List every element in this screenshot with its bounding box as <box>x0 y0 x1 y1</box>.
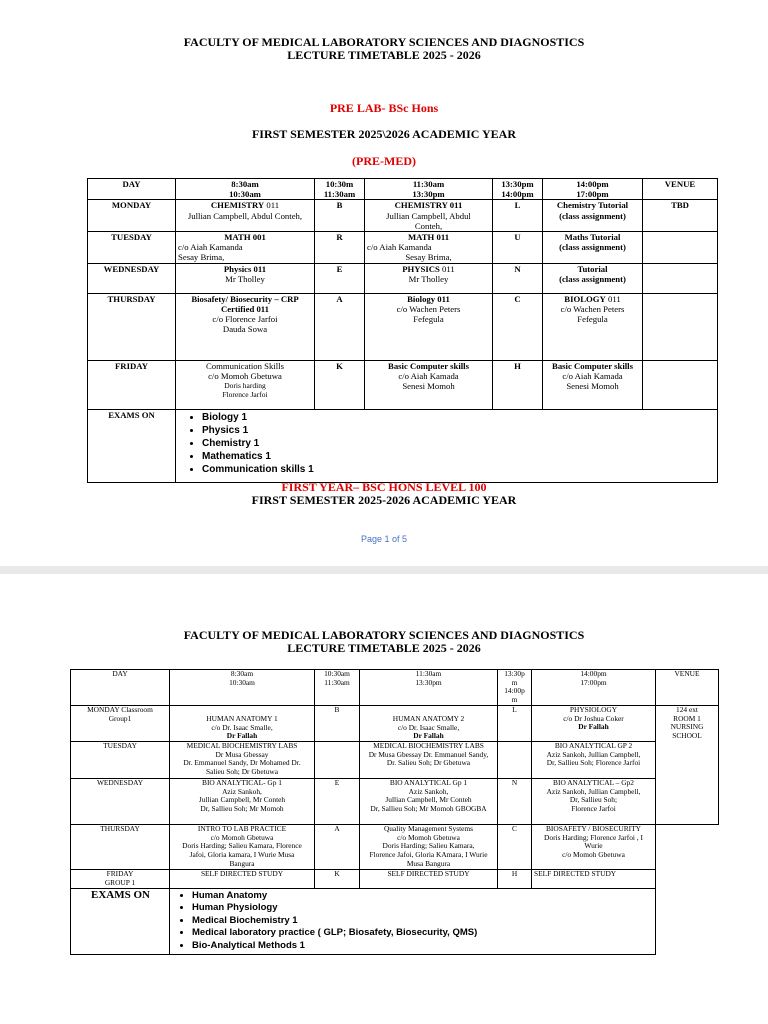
exams-list-cell <box>176 409 718 482</box>
schedule-cell: BIO ANALYTICAL GP 2 Aziz Sankoh, Jullian Campbell, Dr, Sallieu Soh; Florence Jarfoi <box>532 741 656 778</box>
schedule-cell: PHYSIOLOGY c/o Dr Joshua Coker Dr Fallah <box>532 705 656 741</box>
header-venue: VENUE <box>643 179 718 200</box>
schedule-cell: SELF DIRECTED STUDY <box>170 869 315 888</box>
schedule-cell: HUMAN ANATOMY 1 c/o Dr. Isaac Smalle, Dr Fallah <box>170 705 315 741</box>
header-row <box>71 670 719 706</box>
exams-label: EXAMS ON <box>88 409 176 482</box>
header-slot-1: 8:30am 10:30am <box>170 670 315 706</box>
list-item: • Bio-Analytical Methods 1 <box>192 940 653 953</box>
venue-cell <box>656 869 719 888</box>
schedule-cell: MEDICAL BIOCHEMISTRY LABS Dr Musa Gbessay Dr. Emmanuel Sandy, Dr Mohamed Dr. Salieu Soh; Dr Gbetuwa <box>170 741 315 778</box>
monday-row <box>71 705 719 741</box>
break-letter: B <box>315 705 360 741</box>
level-100-timetable <box>70 669 719 955</box>
page-number: Page 1 of 5 <box>360 534 408 544</box>
break-letter: L <box>498 705 532 741</box>
venue-cell <box>643 293 718 360</box>
venue-cell <box>643 263 718 293</box>
header-slot-2: 10:30m 11:30am <box>315 179 365 200</box>
wednesday-row <box>88 263 718 293</box>
semester-title: FIRST SEMESTER 2025\2026 ACADEMIC YEAR <box>251 127 517 141</box>
break-letter: N <box>498 778 532 824</box>
venue-cell <box>656 888 719 954</box>
exams-list-cell <box>170 888 656 954</box>
day-cell: WEDNESDAY <box>88 263 176 293</box>
day-cell: WEDNESDAY <box>71 778 170 824</box>
break-letter: E <box>315 263 365 293</box>
day-cell: MONDAY <box>88 200 176 232</box>
exams-list <box>172 890 653 953</box>
list-item: • Mathematics 1 <box>202 450 715 463</box>
day-cell: MONDAY Classroom Group1 <box>71 705 170 741</box>
schedule-cell: SELF DIRECTED STUDY <box>360 869 498 888</box>
first-year-title: FIRST YEAR– BSC HONS LEVEL 100 <box>281 480 487 494</box>
break-letter: C <box>498 824 532 869</box>
premed-timetable <box>87 178 718 483</box>
schedule-cell: Basic Computer skills c/o Aiah Kamada Senesi Momoh <box>543 360 643 409</box>
schedule-cell: SELF DIRECTED STUDY <box>532 869 656 888</box>
header-slot-1: 8:30am 10:30am <box>176 179 315 200</box>
schedule-cell: Communication Skills c/o Momoh Gbetuwa Doris harding Florence Jarfoi <box>176 360 315 409</box>
list-item: • Medical laboratory practice ( GLP; Biosafety, Biosecurity, QMS) <box>192 927 653 940</box>
schedule-cell: HUMAN ANATOMY 2 c/o Dr. Isaac Smalle, Dr Fallah <box>360 705 498 741</box>
list-item: • Physics 1 <box>202 424 715 437</box>
header-slot-5: 14:00pm 17:00pm <box>532 670 656 706</box>
faculty-title: FACULTY OF MEDICAL LABORATORY SCIENCES AND DIAGNOSTICS <box>183 628 585 642</box>
schedule-cell: Biosafety/ Biosecurity – CRP Certified 011 c/o Florence Jarfoi Dauda Sowa <box>176 293 315 360</box>
header-slot-4: 13:30pm 14:00pm <box>493 179 543 200</box>
prelab-title: PRE LAB- BSc Hons <box>329 101 439 115</box>
header-slot-3: 11:30am 13:30pm <box>365 179 493 200</box>
venue-cell: 124 ext ROOM 1 NURSING SCHOOL <box>656 705 719 824</box>
exams-list <box>178 411 715 476</box>
venue-cell <box>656 824 719 869</box>
break-letter: L <box>493 200 543 232</box>
page-2 <box>0 574 768 1024</box>
venue-cell: TBD <box>643 200 718 232</box>
break-letter: R <box>315 232 365 264</box>
thursday-row <box>88 293 718 360</box>
list-item: • Communication skills 1 <box>202 463 715 476</box>
schedule-cell: Basic Computer skills c/o Aiah Kamada Senesi Momoh <box>365 360 493 409</box>
day-cell: TUESDAY <box>71 741 170 778</box>
schedule-cell: BIOSAFETY / BIOSECURITY Doris Harding; Florence Jarfoi , I Wurie c/o Momoh Gbetuwa <box>532 824 656 869</box>
break-letter: N <box>493 263 543 293</box>
schedule-cell: BIO ANALYTICAL- Gp 1 Aziz Sankoh, Jullian Campbell, Mr Conteh Dr, Sallieu Soh; Mr Momoh <box>170 778 315 824</box>
header-slot-4: 13:30p m 14:00p m <box>498 670 532 706</box>
break-letter: A <box>315 293 365 360</box>
header-row <box>88 179 718 200</box>
break-letter: U <box>493 232 543 264</box>
break-letter <box>315 741 360 778</box>
day-cell: THURSDAY <box>88 293 176 360</box>
schedule-cell: BIO ANALYTICAL Gp 1 Aziz Sankoh, Jullian Campbell, Mr Conteh Dr, Sallieu Soh; Mr Momoh GBOGBA <box>360 778 498 824</box>
schedule-cell: CHEMISTRY 011 Jullian Campbell, Abdul Conteh, <box>176 200 315 232</box>
schedule-cell: Chemistry Tutorial (class assignment) <box>543 200 643 232</box>
schedule-cell: BIOLOGY 011 c/o Wachen Peters Fefegula <box>543 293 643 360</box>
break-letter: K <box>315 360 365 409</box>
first-semester-title: FIRST SEMESTER 2025-2026 ACADEMIC YEAR <box>251 493 517 507</box>
schedule-cell: Physics 011 Mr Tholley <box>176 263 315 293</box>
tuesday-row <box>88 232 718 264</box>
header-slot-2: 10:30am 11:30am <box>315 670 360 706</box>
header-day: DAY <box>71 670 170 706</box>
schedule-cell: Quality Management Systems c/o Momoh Gbetuwa Doris Harding; Salieu Kamara, Florence Jafoi, Gloria KAmara, I Wurie Musa Bangura <box>360 824 498 869</box>
wednesday-row <box>71 778 719 824</box>
header-slot-5: 14:00pm 17:00pm <box>543 179 643 200</box>
break-letter: H <box>493 360 543 409</box>
timetable-title: LECTURE TIMETABLE 2025 - 2026 <box>287 48 481 62</box>
day-cell: FRIDAY <box>88 360 176 409</box>
schedule-cell: INTRO TO LAB PRACTICE c/o Momoh Gbetuwa Doris Harding; Salieu Kamara, Florence Jafoi, Gloria kamara, I Wurie Musa Bangura <box>170 824 315 869</box>
schedule-cell: BIO ANALYTICAL – Gp2 Aziz Sankoh, Jullian Campbell, Dr, Sallieu Soh; Florence Jarfoi <box>532 778 656 824</box>
faculty-title: FACULTY OF MEDICAL LABORATORY SCIENCES AND DIAGNOSTICS <box>183 35 585 49</box>
schedule-cell: Tutorial (class assignment) <box>543 263 643 293</box>
day-cell: TUESDAY <box>88 232 176 264</box>
day-cell: FRIDAY GROUP 1 <box>71 869 170 888</box>
list-item: • Biology 1 <box>202 411 715 424</box>
break-letter: C <box>493 293 543 360</box>
schedule-cell: CHEMISTRY 011 Jullian Campbell, Abdul Conteh, <box>365 200 493 232</box>
break-letter: K <box>315 869 360 888</box>
exams-row <box>71 888 719 954</box>
break-letter: H <box>498 869 532 888</box>
break-letter: A <box>315 824 360 869</box>
header-day: DAY <box>88 179 176 200</box>
list-item: • Human Physiology <box>192 902 653 915</box>
break-letter: B <box>315 200 365 232</box>
break-letter: E <box>315 778 360 824</box>
venue-cell <box>643 232 718 264</box>
friday-row <box>71 869 719 888</box>
timetable-title: LECTURE TIMETABLE 2025 - 2026 <box>287 641 481 655</box>
header-venue: VENUE <box>656 670 719 706</box>
schedule-cell: MEDICAL BIOCHEMISTRY LABS Dr Musa Gbessay Dr. Emmanuel Sandy, Dr. Salieu Soh; Dr Gbetuwa <box>360 741 498 778</box>
thursday-row <box>71 824 719 869</box>
venue-cell <box>643 360 718 409</box>
schedule-cell: PHYSICS 011 Mr Tholley <box>365 263 493 293</box>
day-cell: THURSDAY <box>71 824 170 869</box>
list-item: • Human Anatomy <box>192 890 653 903</box>
monday-row <box>88 200 718 232</box>
schedule-cell: MATH 011 c/o Aiah Kamanda Sesay Brima, <box>365 232 493 264</box>
break-letter <box>498 741 532 778</box>
schedule-cell: Biology 011 c/o Wachen Peters Fefegula <box>365 293 493 360</box>
schedule-cell: Maths Tutorial (class assignment) <box>543 232 643 264</box>
exams-row <box>88 409 718 482</box>
premed-title: (PRE-MED) <box>352 154 416 168</box>
friday-row <box>88 360 718 409</box>
schedule-cell: MATH 001 c/o Aiah Kamanda Sesay Brima, <box>176 232 315 264</box>
tuesday-row <box>71 741 719 778</box>
exams-label: EXAMS ON <box>71 888 170 954</box>
list-item: • Chemistry 1 <box>202 437 715 450</box>
header-slot-3: 11:30am 13:30pm <box>360 670 498 706</box>
list-item: • Medical Biochemistry 1 <box>192 915 653 928</box>
